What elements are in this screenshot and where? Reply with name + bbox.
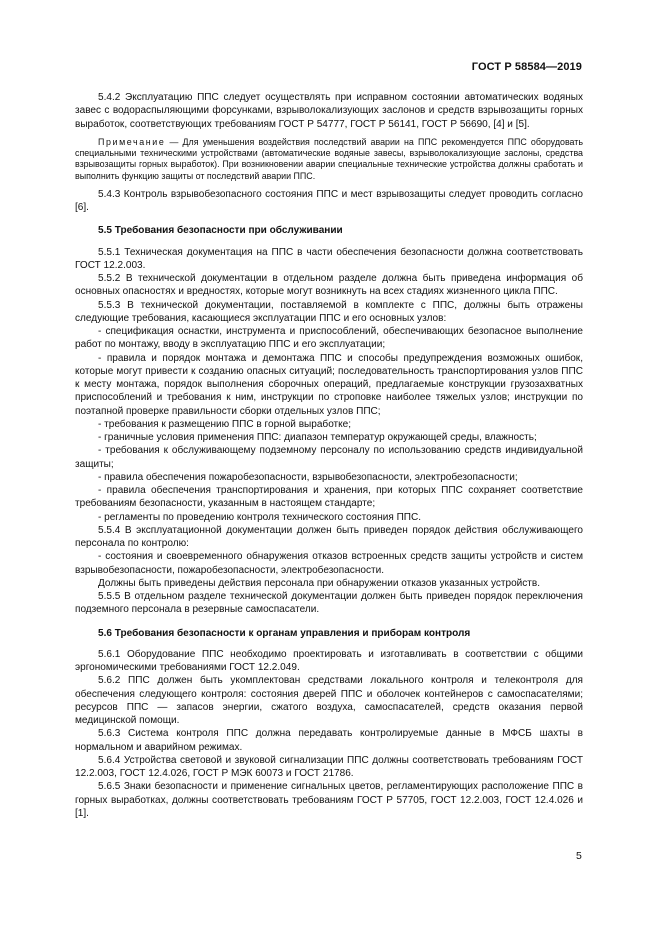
paragraph-5-6-4: 5.6.4 Устройства световой и звуковой сигнализации ППС должны соответствовать требованиям ГОСТ 12.2.003, ГОСТ 12.4.026, ГОСТ Р МЭК 60073 и ГОСТ 21786. — [75, 754, 583, 780]
paragraph-5-5-1: 5.5.1 Техническая документация на ППС в части обеспечения безопасности должна соответствовать ГОСТ 12.2.003. — [75, 246, 583, 271]
paragraph-5-5-2: 5.5.2 В технической документации в отдельном разделе должна быть приведена информация об основных опасностях и вредностях, которые могут возникнуть на всех стадиях жизненного цикла ППС. — [75, 273, 583, 298]
note-paragraph — [75, 137, 583, 182]
list-item: - требования к размещению ППС в горной выработке; — [98, 418, 352, 430]
list-item: - регламенты по проведению контроля технического состояния ППС. — [98, 511, 422, 523]
list-item: - граничные условия применения ППС: диапазон температур окружающей среды, влажность; — [98, 432, 537, 444]
section-heading-5-5: 5.5 Требования безопасности при обслуживании — [98, 225, 343, 237]
paragraph-5-4-2: 5.4.2 Эксплуатацию ППС следует осуществлять при исправном состоянии автоматических водяных завес с водораспыляющими форсунками, взрыволокализующих заслонов и средств взрывозащиты горных выработок, соответствующих требованиям ГОСТ Р 54777, ГОСТ Р 56141, ГОСТ Р 56690, [4] и [5]. — [75, 92, 583, 130]
list-item: - правила обеспечения пожаробезопасности, взрывобезопасности, электробезопасности; — [98, 471, 518, 483]
paragraph-5-4-3: 5.4.3 Контроль взрывобезопасного состояния ППС и мест взрывозащиты следует проводить согласно [6]. — [75, 188, 583, 214]
list-item: - состояния и своевременного обнаружения отказов встроенных средств защиты устройств и систем взрывобезопасности, пожаробезопасности, электробезопасности. — [75, 551, 583, 576]
section-heading-5-6: 5.6 Требования безопасности к органам управления и приборам контроля — [98, 627, 471, 639]
document-body — [75, 91, 583, 820]
paragraph-5-6-2: 5.6.2 ППС должен быть укомплектован средствами локального контроля и телеконтроля для обеспечения следующего контроля: состояния дверей ППС и оболочек контейнеров с самоспасателями; ресурсов ППС — запасов энергии, сжатого воздуха, самоспасателей, средств оказания первой медицинской помощи. — [75, 675, 583, 727]
paragraph-5-5-3: 5.5.3 В технической документации, поставляемой в комплекте с ППС, должны быть отражены следующие требования, касающиеся эксплуатации ППС и его основных узлов: — [75, 299, 583, 324]
document-id-header: ГОСТ Р 58584—2019 — [471, 61, 582, 73]
paragraph-5-6-1: 5.6.1 Оборудование ППС необходимо проектировать и изготавливать в соответствии с общими эргономическими требованиями ГОСТ 12.2.049. — [75, 648, 583, 674]
note-label: Примечание — [98, 136, 166, 147]
list-item: - спецификация оснастки, инструмента и приспособлений, обеспечивающих безопасное выполнение работ по монтажу, вводу в эксплуатацию ППС и его эксплуатации; — [75, 326, 583, 351]
paragraph-5-5-4: 5.5.4 В эксплуатационной документации должен быть приведен порядок действия обслуживающего персонала по контролю: — [75, 524, 583, 550]
list-item: - правила обеспечения транспортирования и хранения, при которых ППС сохраняет соответствие требованиям безопасности, указанным в настоящем стандарте; — [75, 485, 583, 510]
paragraph-5-6-3: 5.6.3 Система контроля ППС должна передавать контролируемые данные в МФСБ шахты в нормальном и аварийном режимах. — [75, 728, 583, 753]
paragraph-5-6-5: 5.6.5 Знаки безопасности и применение сигнальных цветов, регламентирующих расположение ППС в горных выработках, должны соответствовать требованиям ГОСТ Р 57705, ГОСТ 12.2.003, ГОСТ 12.4.026 и [1]. — [75, 781, 583, 819]
paragraph-actions: Должны быть приведены действия персонала при обнаружении отказов указанных устройств. — [98, 577, 541, 589]
list-item: - требования к обслуживающему подземному персоналу по использованию средств индивидуальной защиты; — [75, 445, 583, 470]
note-text: — Для уменьшения воздействия последствий аварии на ППС рекомендуется ППС оборудовать специальными техническими устройствами (автоматические водяные завесы, взрыволокализующие заслоны, средства взрывозащиты горных выработок). При возникновении аварии специальные технические устройства должны сработать и выполнить функцию защиты от последствий аварии ППС. — [75, 136, 583, 181]
paragraph-5-5-5: 5.5.5 В отдельном разделе технической документации должен быть приведен порядок переключения подземного персонала в резервные самоспасатели. — [75, 591, 583, 616]
list-item: - правила и порядок монтажа и демонтажа ППС и способы предупреждения возможных ошибок, которые могут привести к созданию опасных ситуаций; последовательность транспортирования узлов ППС к месту монтажа, порядок выполнения сборочных операций, предлагаемые конструкции грузозахватных приспособлений и требования к ним, инструкции по строповке наиболее тяжелых узлов; инструкции по поэтапной проверке правильности сборки отдельных узлов ППС; — [75, 352, 583, 417]
page-number: 5 — [576, 850, 582, 862]
